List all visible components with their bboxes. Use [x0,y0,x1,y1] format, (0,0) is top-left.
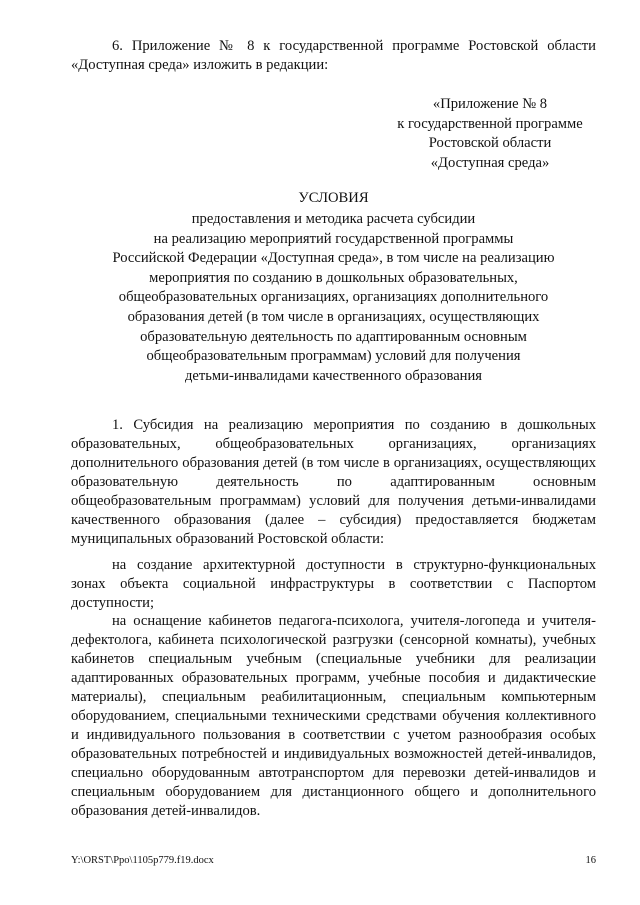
intro-paragraph: 6. Приложение № 8 к государственной программе Ростовской области «Доступная среда» изложить в редакции: [71,38,596,73]
appendix-header-line: «Приложение № 8 [432,96,548,112]
appendix-header-line: «Доступная среда» [430,154,550,171]
appendix-header-line: Ростовской области [428,135,552,151]
body-paragraph-3: на оснащение кабинетов педагога-психолога, учителя-логопеда и учителя-дефектолога, кабинета психологической разгрузки (сенсорной комнаты), учебных кабинетов специальным учебным (специальные учебники для реализации адаптированных образовательных программ, учебные пособия и дидактические материалы), специальным реабилитационным, специальным компьютерным оборудованием, специальными техническими средствами обучения коллективного и индивидуального пользования в соответствии с учетом разнообразия особых образовательных потребностей и индивидуальных возможностей детей-инвалидов, специально оборудованным автотранспортом для перевозки детей-инвалидов и специальным оборудованием для дистанционного общего и дополнительного образования детей-инвалидов. [71,613,596,819]
subtitle-line: детьми-инвалидами качественного образования [185,367,482,384]
subtitle-line: предоставления и методика расчета субсидии [191,211,476,227]
subtitle-line: Российской Федерации «Доступная среда», в том числе на реализацию [112,250,555,267]
subtitle-line: образования детей (в том числе в организациях, осуществляющих [127,308,540,325]
subtitle-line: общеобразовательным программам) условий для получения [146,348,521,365]
appendix-header [380,95,600,173]
body-paragraph-1: 1. Субсидия на реализацию мероприятия по созданию в дошкольных образовательных, общеобразовательных организациях, организациях дополнительного образования детей (в том числе в организациях, осуществляющих образовательную деятельность по адаптированным основным общеобразовательным программам) условий для получения детьми-инвалидами качественного образования (далее – субсидия) предоставляется бюджетам муниципальных образований Ростовской области: [71,417,596,547]
document-title: УСЛОВИЯ [298,190,369,206]
footer-file-path: Y:\ORST\Ppo\1105p779.f19.docx [71,855,214,866]
document-subtitle [71,210,596,386]
subtitle-line: мероприятия по созданию в дошкольных образовательных, [149,269,518,286]
footer-page-number: 16 [585,855,596,866]
subtitle-line: общеобразовательных организациях, организациях дополнительного [118,289,549,306]
body-paragraph-2: на создание архитектурной доступности в структурно-функциональных зонах объекта социальной инфраструктуры в соответствии с Паспортом доступности; [71,557,596,611]
subtitle-line: на реализацию мероприятий государственной программы [153,230,514,247]
subtitle-line: образовательную деятельность по адаптированным основным [140,328,527,345]
appendix-header-line: к государственной программе [397,115,583,132]
